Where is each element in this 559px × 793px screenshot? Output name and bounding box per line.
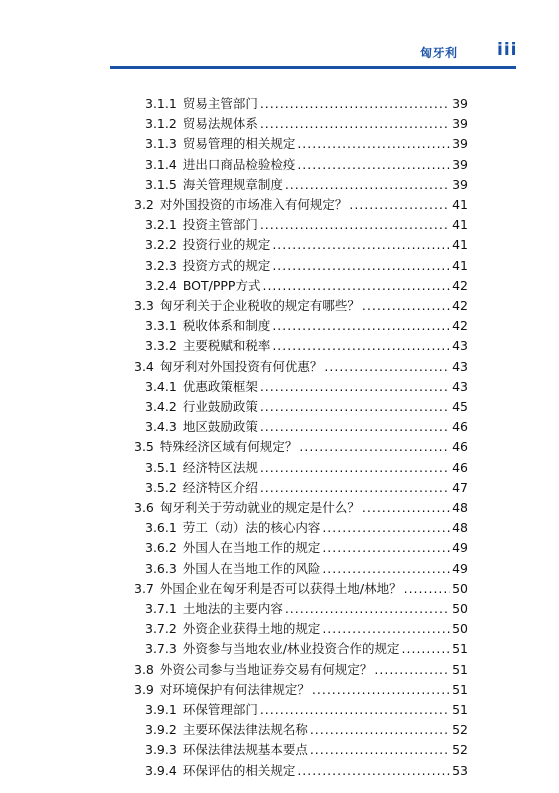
toc-entry[interactable]: [145, 599, 468, 619]
toc-entry-title: 土地法的主要内容: [182, 601, 283, 616]
toc-entry-number: 3.7.2: [145, 621, 177, 637]
toc-dot-leader: [299, 437, 450, 457]
toc-entry-number: 3.5.2: [145, 479, 177, 495]
toc-dot-leader: [310, 740, 450, 760]
toc-dot-leader: [297, 155, 450, 175]
toc-entry-title: 环保管理部门: [182, 702, 258, 717]
toc-dot-leader: [285, 175, 450, 195]
toc-entry-number: 3.2: [134, 197, 154, 212]
toc-entry-title: 优惠政策框架: [182, 378, 258, 394]
toc-entry[interactable]: [145, 740, 468, 760]
toc-entry[interactable]: [145, 478, 468, 498]
toc-entry-page: 41: [452, 237, 468, 253]
toc-entry-title: 匈牙利关于劳动就业的规定是什么？: [159, 500, 360, 515]
toc-entry-title: 主要税赋和税率: [182, 338, 271, 354]
toc-entry-number: 3.7.3: [145, 641, 177, 657]
toc-entry-page: 39: [452, 116, 468, 132]
toc-dot-leader: [272, 256, 450, 276]
toc-entry-page: 39: [452, 136, 468, 152]
toc-entry-number: 3.4.1: [145, 378, 177, 394]
header-rule: [110, 66, 516, 69]
toc-entry-title: 经济特区介绍: [182, 479, 258, 495]
toc-entry[interactable]: [145, 155, 468, 175]
toc-entry-page: 39: [452, 156, 468, 172]
toc-dot-leader: [362, 498, 450, 518]
toc-dot-leader: [310, 720, 450, 740]
toc-entry-number: 3.3: [134, 298, 154, 313]
toc-entry-title: 行业鼓励政策: [182, 399, 258, 414]
toc-entry-page: 46: [452, 459, 468, 475]
toc-entry-title: 贸易主管部门: [182, 96, 258, 111]
toc-entry-page: 39: [452, 176, 468, 192]
toc-entry-page: 52: [452, 742, 468, 758]
toc-entry-number: 3.1.2: [145, 116, 177, 132]
toc-dot-leader: [312, 680, 450, 700]
toc-entry-number: 3.1.4: [145, 156, 177, 172]
toc-entry-page: 51: [452, 661, 468, 677]
toc-entry-page: 51: [452, 681, 468, 697]
toc-entry-number: 3.5: [134, 439, 154, 455]
toc-entry-number: 3.6.2: [145, 540, 177, 556]
toc-entry-page: 50: [452, 601, 468, 616]
toc-dot-leader: [322, 559, 450, 579]
toc-dot-leader: [272, 235, 450, 255]
header-title: 匈牙利: [420, 46, 458, 60]
toc-entry-title: 外资参与当地农业/林业投资合作的规定: [182, 641, 400, 657]
toc-entry-number: 3.4.2: [145, 399, 177, 414]
toc-entry-number: 3.3.1: [145, 318, 177, 334]
toc-entry[interactable]: [145, 397, 468, 417]
toc-entry[interactable]: [145, 175, 468, 195]
toc-entry-page: 50: [452, 621, 468, 637]
toc-entry-number: 3.1.3: [145, 136, 177, 152]
toc-entry-page: 45: [452, 399, 468, 414]
toc-entry-number: 3.7.1: [145, 601, 177, 616]
toc-entry[interactable]: [145, 639, 468, 659]
toc-entry[interactable]: [134, 680, 468, 700]
toc-entry[interactable]: [145, 235, 468, 255]
toc-dot-leader: [374, 660, 450, 680]
toc-entry-number: 3.2.4: [145, 277, 177, 293]
toc-entry-number: 3.6.3: [145, 560, 177, 576]
toc-entry-title: 特殊经济区域有何规定？: [159, 439, 298, 455]
toc-dot-leader: [260, 215, 450, 235]
toc-entry[interactable]: [134, 357, 468, 377]
toc-entry-title: 贸易管理的相关规定: [182, 136, 296, 152]
toc-entry[interactable]: [145, 114, 468, 134]
toc-entry-title: 投资主管部门: [182, 217, 258, 233]
toc-dot-leader: [260, 458, 450, 478]
toc-entry-number: 3.1.5: [145, 176, 177, 192]
toc-entry-number: 3.4.3: [145, 419, 177, 435]
toc-dot-leader: [260, 94, 450, 114]
toc-entry-number: 3.9.4: [145, 762, 177, 778]
toc-entry-title: 匈牙利关于企业税收的规定有哪些？: [159, 298, 360, 313]
toc-entry-title: 主要环保法律法规名称: [182, 722, 308, 738]
toc-entry-page: 42: [452, 318, 468, 334]
toc-entry[interactable]: [134, 437, 468, 457]
toc-entry-number: 3.5.1: [145, 459, 177, 475]
toc-entry-title: 环保评估的相关规定: [182, 762, 296, 778]
toc-entry-title: BOT/PPP方式: [182, 277, 261, 293]
toc-entry-number: 3.6.1: [145, 520, 177, 536]
toc-dot-leader: [260, 397, 450, 417]
toc-entry-page: 39: [452, 96, 468, 111]
toc-dot-leader: [260, 377, 450, 397]
toc-dot-leader: [297, 761, 450, 781]
toc-entry-title: 环保法律法规基本要点: [182, 742, 308, 758]
toc-entry[interactable]: [145, 336, 468, 356]
toc-dot-leader: [272, 316, 450, 336]
toc-entry[interactable]: [145, 518, 468, 538]
toc-entry-page: 41: [452, 217, 468, 233]
toc-dot-leader: [285, 599, 450, 619]
toc-entry-title: 地区鼓励政策: [182, 419, 258, 435]
toc-entry-title: 对外国投资的市场准入有何规定？: [159, 197, 348, 212]
toc-entry-number: 3.2.2: [145, 237, 177, 253]
toc-entry-title: 经济特区法规: [182, 459, 258, 475]
toc-entry-title: 贸易法规体系: [182, 116, 258, 132]
toc-entry[interactable]: [145, 458, 468, 478]
toc-entry-page: 49: [452, 560, 468, 576]
toc-entry-number: 3.9: [134, 681, 154, 697]
toc-entry[interactable]: [145, 134, 468, 154]
header-page-number: iii: [497, 40, 518, 60]
toc-entry-page: 50: [452, 580, 468, 596]
toc-entry[interactable]: [145, 256, 468, 276]
toc-entry[interactable]: [134, 498, 468, 518]
toc-dot-leader: [404, 579, 450, 599]
toc-entry[interactable]: [145, 700, 468, 720]
toc-entry-title: 外国人在当地工作的规定: [182, 540, 321, 556]
toc-entry-number: 3.9.1: [145, 702, 177, 717]
toc-entry-number: 3.3.2: [145, 338, 177, 354]
toc-entry-number: 3.1.1: [145, 96, 177, 111]
toc-entry-title: 外国人在当地工作的风险: [182, 560, 321, 576]
toc-entry-page: 48: [452, 520, 468, 536]
toc-entry-page: 46: [452, 419, 468, 435]
toc-entry-page: 48: [452, 500, 468, 515]
toc-entry-title: 外资企业获得土地的规定: [182, 621, 321, 637]
toc-entry-page: 43: [452, 338, 468, 354]
toc-entry[interactable]: [145, 276, 468, 296]
toc-entry[interactable]: [145, 417, 468, 437]
toc-dot-leader: [297, 134, 450, 154]
toc-entry[interactable]: [145, 377, 468, 397]
toc-entry[interactable]: [145, 761, 468, 781]
toc-entry[interactable]: [134, 296, 468, 316]
toc-entry-page: 47: [452, 479, 468, 495]
toc-entry-page: 51: [452, 641, 468, 657]
toc-entry[interactable]: [134, 660, 468, 680]
toc-entry-number: 3.6: [134, 500, 154, 515]
toc-entry-page: 51: [452, 702, 468, 717]
toc-entry-page: 53: [452, 762, 468, 778]
toc-entry-title: 进出口商品检验检疫: [182, 156, 296, 172]
toc-entry[interactable]: [145, 559, 468, 579]
toc-dot-leader: [260, 417, 450, 437]
toc-entry-title: 外资公司参与当地证券交易有何规定？: [159, 661, 373, 677]
toc-entry[interactable]: [145, 94, 468, 114]
toc-entry-page: 46: [452, 439, 468, 455]
toc-entry[interactable]: [145, 215, 468, 235]
toc-dot-leader: [322, 538, 450, 558]
toc-entry[interactable]: [134, 195, 468, 215]
toc-entry[interactable]: [145, 316, 468, 336]
toc-entry-title: 外国企业在匈牙利是否可以获得土地/林地？: [159, 580, 402, 596]
toc-entry-number: 3.9.2: [145, 722, 177, 738]
toc-entry-number: 3.2.3: [145, 257, 177, 273]
toc-entry-page: 52: [452, 722, 468, 738]
toc-entry-number: 3.7: [134, 580, 154, 596]
toc-entry-page: 42: [452, 298, 468, 313]
toc-entry-number: 3.8: [134, 661, 154, 677]
toc-entry-title: 投资行业的规定: [182, 237, 271, 253]
toc-dot-leader: [324, 357, 450, 377]
toc-entry-title: 投资方式的规定: [182, 257, 271, 273]
toc-dot-leader: [362, 296, 450, 316]
toc-entry[interactable]: [145, 538, 468, 558]
toc-dot-leader: [260, 114, 450, 134]
toc-entry[interactable]: [145, 619, 468, 639]
toc-entry-title: 劳工（动）法的核心内容: [182, 520, 321, 536]
toc-dot-leader: [322, 619, 450, 639]
toc-entry-title: 对环境保护有何法律规定？: [159, 681, 310, 697]
toc-entry-page: 41: [452, 257, 468, 273]
toc-entry-title: 匈牙利对外国投资有何优惠？: [159, 358, 323, 374]
toc-entry-page: 43: [452, 378, 468, 394]
toc-entry-title: 税收体系和制度: [182, 318, 271, 334]
toc-entry-page: 43: [452, 358, 468, 374]
toc-entry-number: 3.9.3: [145, 742, 177, 758]
toc-entry-title: 海关管理规章制度: [182, 176, 283, 192]
toc-entry-number: 3.4: [134, 358, 154, 374]
toc-dot-leader: [260, 700, 450, 720]
toc-dot-leader: [262, 276, 450, 296]
toc-entry[interactable]: [134, 579, 468, 599]
toc-dot-leader: [272, 336, 450, 356]
toc-entry-page: 49: [452, 540, 468, 556]
toc-dot-leader: [349, 195, 450, 215]
toc-dot-leader: [322, 518, 450, 538]
toc-entry-page: 42: [452, 277, 468, 293]
toc-entry-page: 41: [452, 197, 468, 212]
toc-entry[interactable]: [145, 720, 468, 740]
toc-dot-leader: [402, 639, 451, 659]
toc-dot-leader: [260, 478, 450, 498]
toc-entry-number: 3.2.1: [145, 217, 177, 233]
